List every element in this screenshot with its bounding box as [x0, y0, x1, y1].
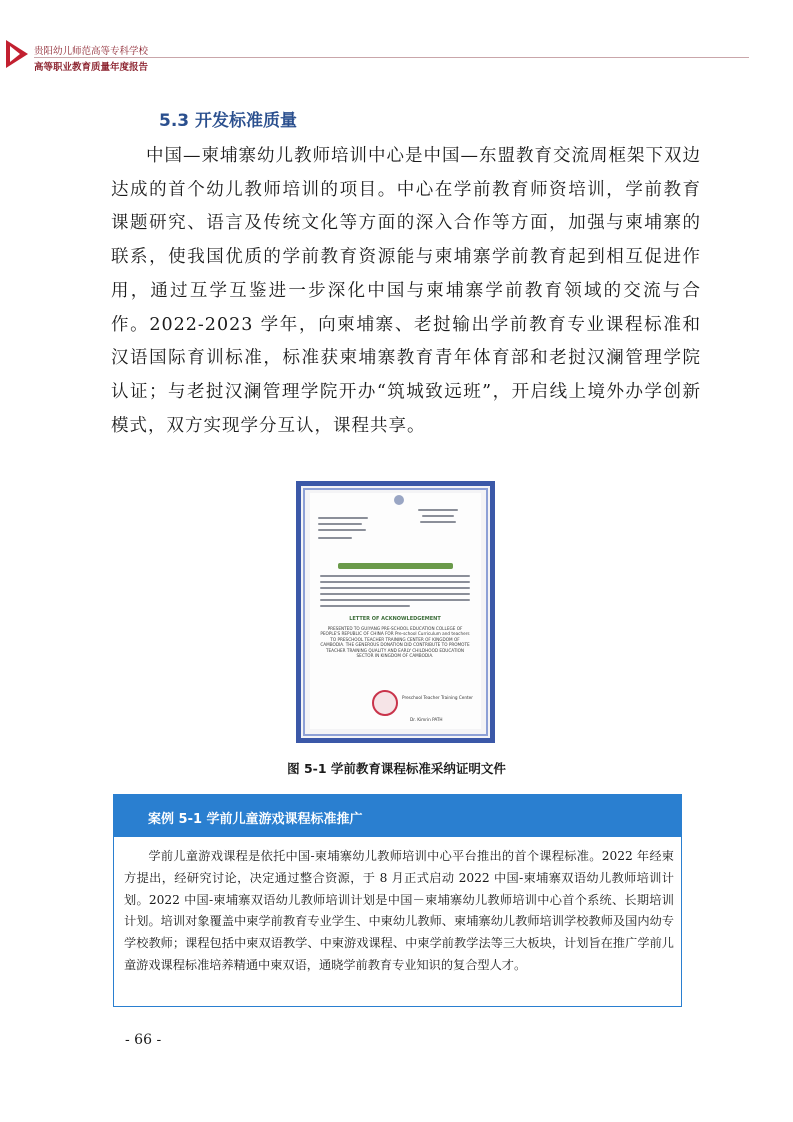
cert-khmer-line: [318, 529, 366, 531]
case-header: [114, 795, 681, 837]
cert-khmer-line: [320, 587, 470, 589]
cert-khmer-line: [318, 517, 368, 519]
cert-khmer-line: [320, 593, 470, 595]
cert-khmer-line: [320, 599, 470, 601]
cert-khmer-line: [320, 605, 410, 607]
cert-khmer-line: [320, 581, 470, 583]
case-box: [113, 794, 682, 1007]
cert-khmer-line: [418, 509, 458, 511]
certificate-signer: Preschool Teacher Training Center: [402, 695, 473, 700]
certificate-signer-name: Dr. Kimrin PATH: [410, 717, 443, 722]
case-body: 学前儿童游戏课程是依托中国-柬埔寨幼儿教师培训中心平台推出的首个课程标准。2022 年经柬方提出，经研究讨论，决定通过整合资源，于 8 月正式启动 2022 中国-柬埔寨双语幼儿教师培训计划。2022 中国-柬埔寨双语幼儿教师培训计划是中国－柬埔寨幼儿教师培训中心首个系统、长期培训计划。培训对象覆盖中柬学前教育专业学生、中柬幼儿教师、柬埔寨幼儿教师培训学校教师及国内幼专学校教师；课程包括中柬双语教学、中柬游戏课程、中柬学前教学法等三大板块，计划旨在推广学前儿童游戏课程标准培养精通中柬双语，通晓学前教育专业知识的复合型人才。: [124, 849, 674, 972]
case-title: 案例 5-1 学前儿童游戏课程标准推广: [148, 812, 363, 827]
school-logo-icon: [6, 40, 28, 68]
header-divider: [34, 57, 749, 58]
figure-caption: 图 5-1 学前教育课程标准采纳证明文件: [287, 761, 506, 776]
certificate-content: [310, 493, 481, 729]
cert-khmer-title: [338, 563, 453, 569]
certificate-text: PRESENTED TO GUIYANG PRE-SCHOOL EDUCATION COLLEGE OF PEOPLE'S REPUBLIC OF CHINA FOR Pre-school Curriculum and teachers TO PRESCHOOL TEACHER TRAINING CENTER OF KINGDOM OF CAMBODIA. THE GENEROUS DONATION DID CONTRIBUTE TO PROMOTE TEACHER TRAINING QUALITY AND EARLY CHILDHOOD EDUCATION SECTOR IN KINGDOM OF CAMBODIA.: [320, 626, 470, 659]
kingdom-emblem-icon: [394, 495, 404, 505]
page-header: [0, 0, 793, 80]
section-title: 5.3 开发标准质量: [159, 111, 298, 131]
cert-khmer-line: [422, 515, 454, 517]
cert-khmer-line: [420, 521, 456, 523]
section-body: 中国—柬埔寨幼儿教师培训中心是中国—东盟教育交流周框架下双边达成的首个幼儿教师培训的项目。中心在学前教育师资培训，学前教育课题研究、语言及传统文化等方面的深入合作等方面，加强与柬埔寨的联系，使我国优质的学前教育资源能与柬埔寨学前教育起到相互促进作用，通过互学互鉴进一步深化中国与柬埔寨学前教育领域的交流与合作。2022-2023 学年，向柬埔寨、老挝输出学前教育专业课程标准和汉语国际育训标准，标准获柬埔寨教育青年体育部和老挝汉澜管理学院认证；与老挝汉澜管理学院开办“筑城致远班”，开启线上境外办学创新模式，双方实现学分互认，课程共享。: [111, 146, 701, 436]
cert-khmer-line: [320, 575, 470, 577]
cert-khmer-line: [318, 537, 352, 539]
certificate-heading: LETTER OF ACKNOWLEDGEMENT: [349, 616, 441, 622]
page-number: - 66 -: [125, 1032, 162, 1048]
header-report-title: 高等职业教育质量年度报告: [34, 62, 149, 73]
official-seal-icon: [372, 690, 398, 716]
cert-khmer-line: [318, 523, 362, 525]
certificate-image: [296, 481, 495, 743]
header-school-name: 贵阳幼儿师范高等专科学校: [34, 46, 149, 57]
